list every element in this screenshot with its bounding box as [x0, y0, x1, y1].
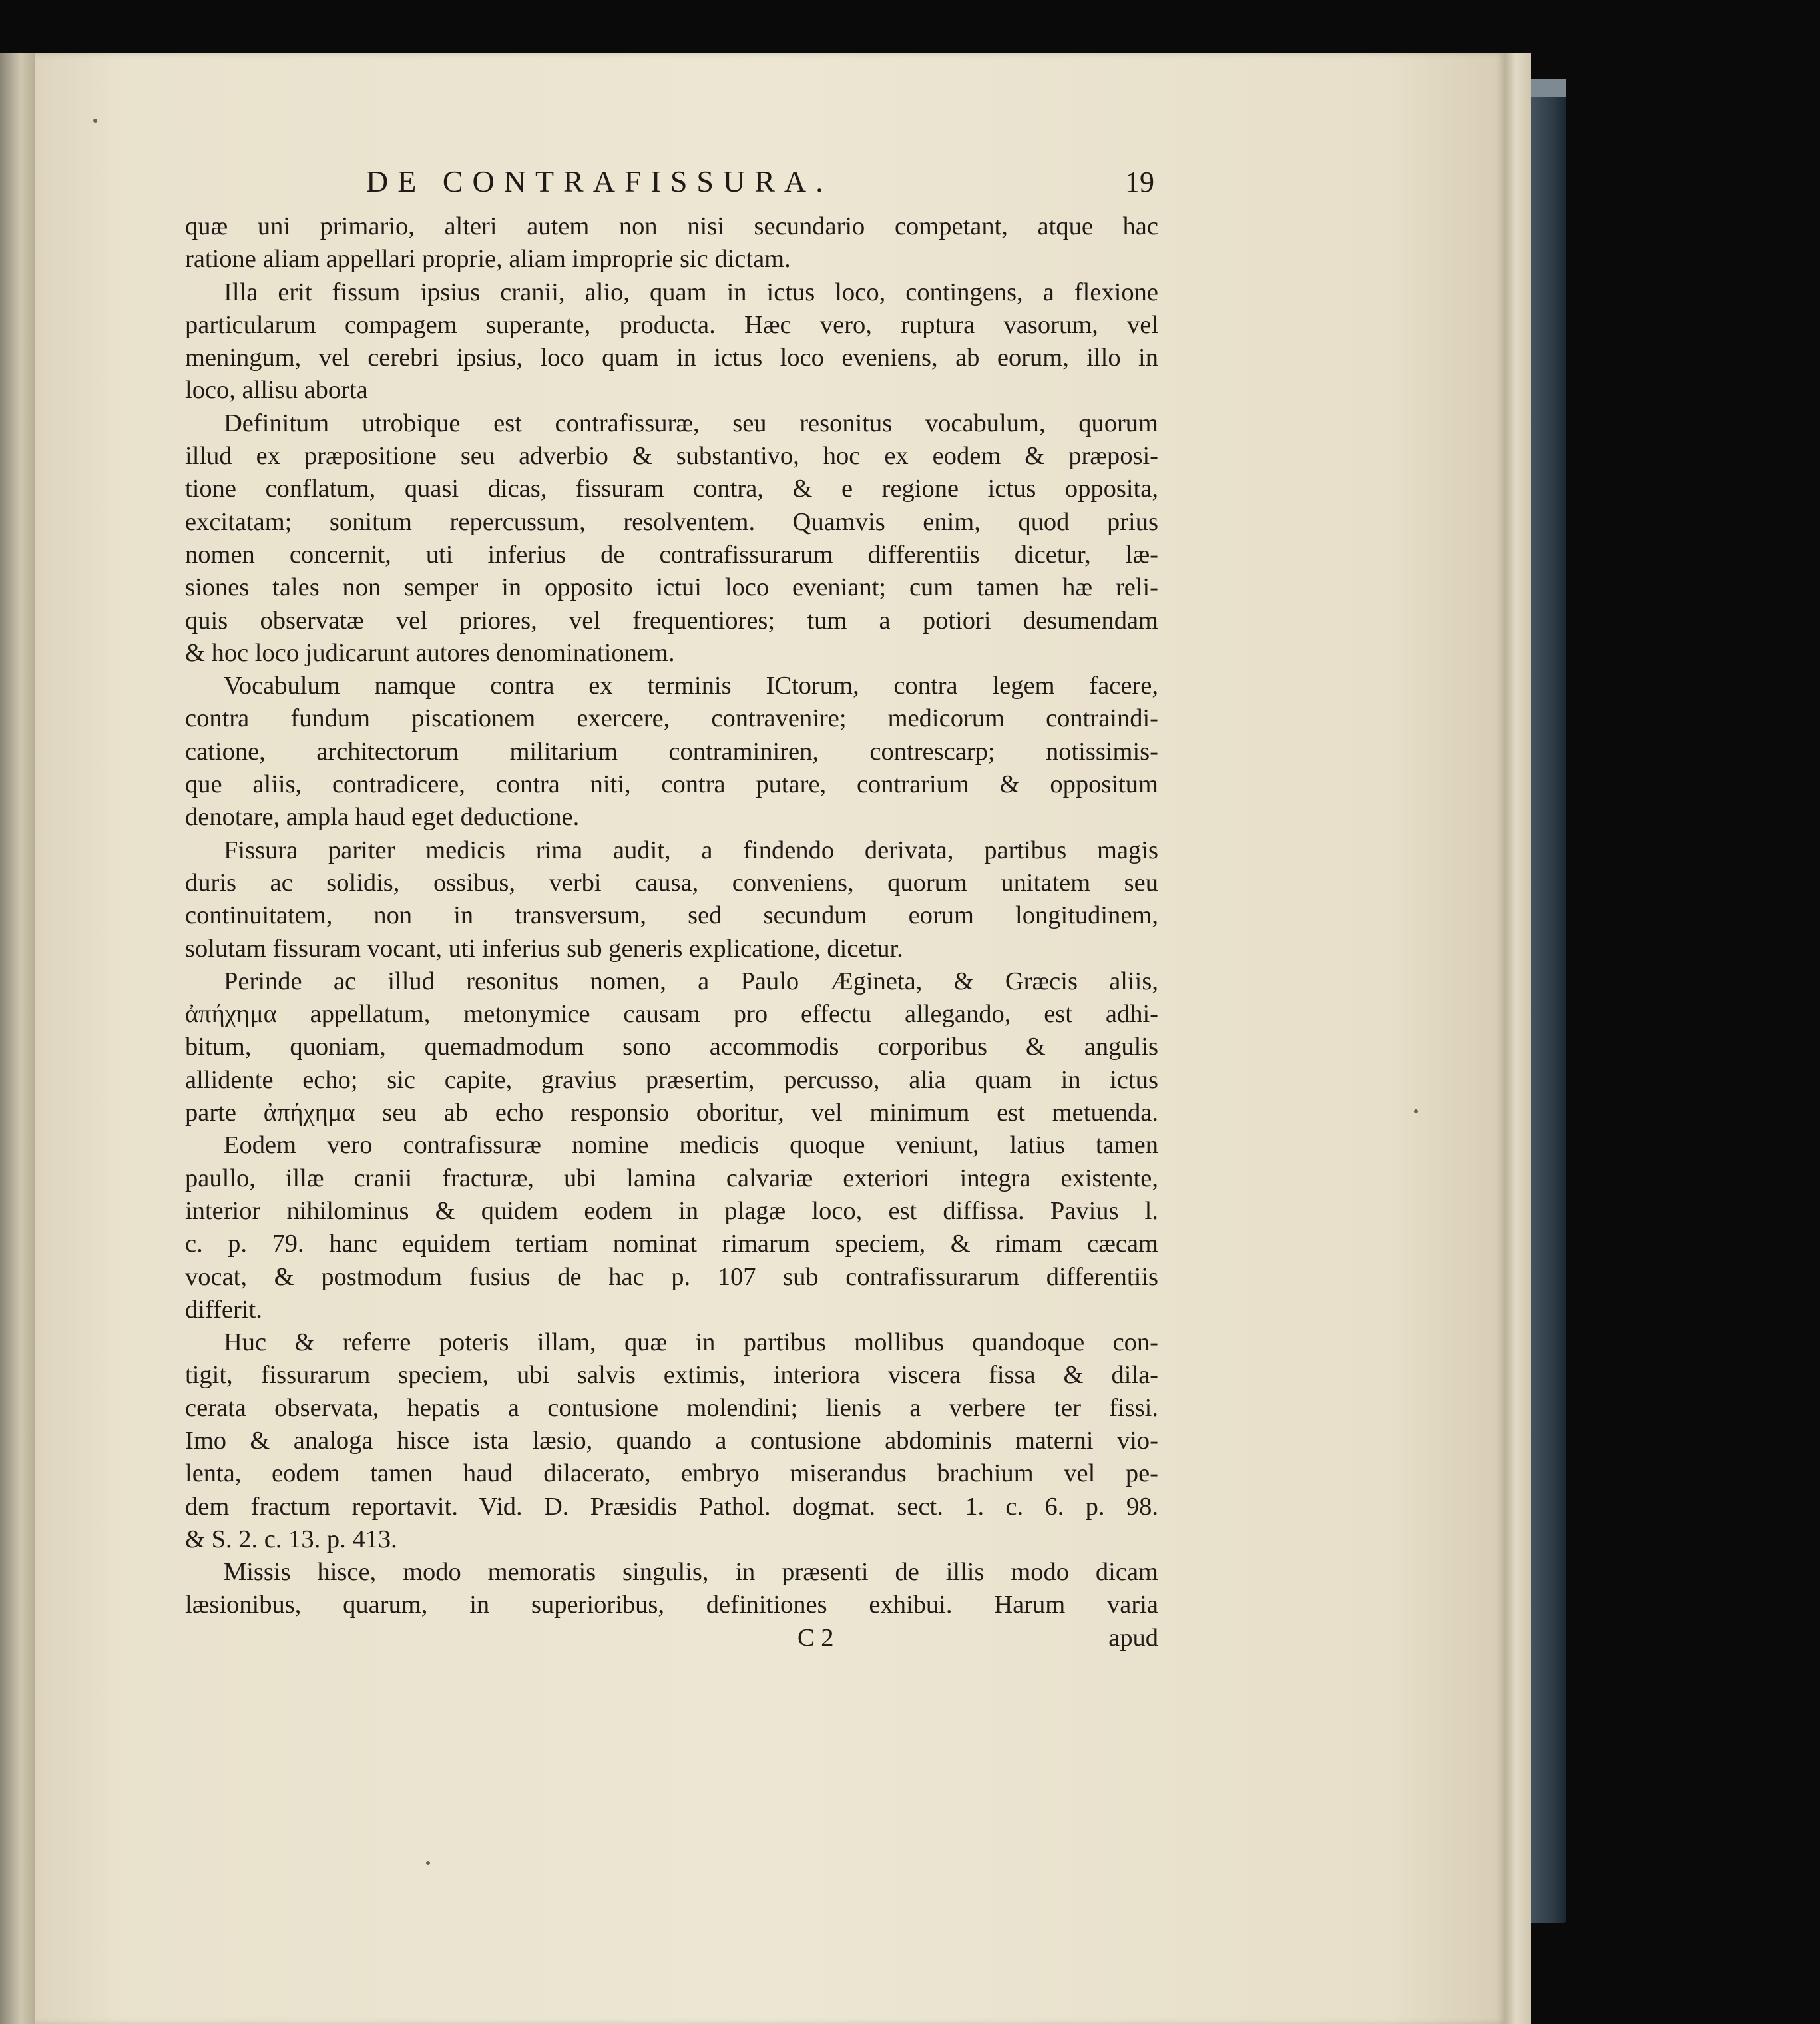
catchword: apud: [1108, 1623, 1158, 1652]
text-line: tigit, fissurarum speciem, ubi salvis extimis, interiora viscera fissa & dila-: [185, 1361, 1158, 1390]
text-line: & hoc loco judicarunt autores denominationem.: [185, 638, 675, 667]
text-line: læsionibus, quarum, in superioribus, definitiones exhibui. Harum varia: [185, 1591, 1158, 1619]
text-line: que aliis, contradicere, contra niti, contra putare, contrarium & oppositum: [185, 770, 1158, 799]
text-line: duris ac solidis, ossibus, verbi causa, conveniens, quorum unitatem seu: [185, 868, 1158, 897]
page-fore-edge: [1506, 53, 1531, 2024]
text-line: ratione aliam appellari proprie, aliam improprie sic dictam.: [185, 245, 791, 274]
text-line: illud ex præpositione seu adverbio & substantivo, hoc ex eodem & præposi-: [185, 442, 1158, 471]
text-line: & S. 2. c. 13. p. 413.: [185, 1525, 397, 1553]
text-line: allidente echo; sic capite, gravius præsertim, percusso, alia quam in ictus: [185, 1065, 1158, 1094]
text-line: interior nihilominus & quidem eodem in plagæ loco, est diffissa. Pavius l.: [185, 1196, 1158, 1225]
left-page-edge: [0, 53, 35, 2024]
text-line: paullo, illæ cranii fracturæ, ubi lamina calvariæ exteriori integra existente,: [185, 1164, 1158, 1192]
text-line: Huc & referre poteris illam, quæ in partibus mollibus quandoque con-: [224, 1328, 1158, 1357]
text-line: vocat, & postmodum fusius de hac p. 107 sub contrafissurarum differentiis: [185, 1262, 1158, 1291]
text-line: loco, allisu aborta: [185, 376, 368, 405]
text-line: parte ἀπήχημα seu ab echo responsio oboritur, vel minimum est metuenda.: [185, 1099, 1158, 1127]
text-line: cerata observata, hepatis a contusione molendini; lienis a verbere ter fissi.: [185, 1393, 1158, 1422]
text-line: ἀπήχημα appellatum, metonymice causam pro effectu allegando, est adhi-: [185, 1000, 1158, 1029]
running-header: [185, 165, 1158, 206]
foxing-spot: [426, 1861, 430, 1865]
text-line: Imo & analoga hisce ista læsio, quando a contusione abdominis materni vio-: [185, 1426, 1158, 1455]
text-line: Eodem vero contrafissuræ nomine medicis quoque veniunt, latius tamen: [224, 1131, 1158, 1160]
text-line: Definitum utrobique est contrafissuræ, seu resonitus vocabulum, quorum: [224, 409, 1158, 437]
signature-mark: C 2: [797, 1623, 834, 1652]
text-line: meningum, vel cerebri ipsius, loco quam in ictus loco eveniens, ab eorum, illo in: [185, 344, 1158, 372]
body-text: [185, 210, 1158, 1622]
text-line: excitatam; sonitum repercussum, resolventem. Quamvis enim, quod prius: [185, 507, 1158, 536]
text-line: contra fundum piscationem exercere, contravenire; medicorum contraindi-: [185, 704, 1158, 733]
page-footer: [185, 1622, 1158, 1654]
text-line: catione, architectorum militarium contraminiren, contrescarp; notissimis-: [185, 737, 1158, 766]
text-line: continuitatem, non in transversum, sed secundum eorum longitudinem,: [185, 901, 1158, 930]
text-line: bitum, quoniam, quemadmodum sono accommodis corporibus & angulis: [185, 1033, 1158, 1061]
text-line: differit.: [185, 1295, 262, 1324]
text-line: Missis hisce, modo memoratis singulis, in præsenti de illis modo dicam: [224, 1558, 1158, 1587]
foxing-spot: [93, 119, 97, 123]
text-block: [185, 165, 1158, 1654]
text-line: quis observatæ vel priores, vel frequentiores; tum a potiori desumendam: [185, 606, 1158, 634]
page-number: 19: [1125, 166, 1154, 198]
text-line: particularum compagem superante, producta. Hæc vero, ruptura vasorum, vel: [185, 310, 1158, 339]
foxing-spot: [1414, 1109, 1418, 1113]
text-line: c. p. 79. hanc equidem tertiam nominat rimarum speciem, & rimam cæcam: [185, 1230, 1158, 1258]
running-title: DE CONTRAFISSURA.: [366, 164, 833, 198]
text-line: Perinde ac illud resonitus nomen, a Paulo Ægineta, & Græcis aliis,: [224, 967, 1158, 995]
text-line: denotare, ampla haud eget deductione.: [185, 803, 580, 832]
text-line: Fissura pariter medicis rima audit, a findendo derivata, partibus magis: [224, 836, 1158, 864]
text-line: lenta, eodem tamen haud dilacerato, embryo miserandus brachium vel pe-: [185, 1459, 1158, 1488]
text-line: tione conflatum, quasi dicas, fissuram contra, & e regione ictus opposita,: [185, 475, 1158, 503]
text-line: siones tales non semper in opposito ictui loco eveniant; cum tamen hæ reli-: [185, 573, 1158, 602]
text-line: dem fractum reportavit. Vid. D. Præsidis Pathol. dogmat. sect. 1. c. 6. p. 98.: [185, 1492, 1158, 1521]
text-line: Vocabulum namque contra ex terminis ICtorum, contra legem facere,: [224, 672, 1158, 700]
text-line: Illa erit fissum ipsius cranii, alio, quam in ictus loco, contingens, a flexione: [224, 278, 1158, 306]
text-line: nomen concernit, uti inferius de contrafissurarum differentiis dicetur, læ-: [185, 540, 1158, 569]
text-line: quæ uni primario, alteri autem non nisi secundario competant, atque hac: [185, 212, 1158, 240]
text-line: solutam fissuram vocant, uti inferius sub generis explicatione, dicetur.: [185, 934, 903, 963]
